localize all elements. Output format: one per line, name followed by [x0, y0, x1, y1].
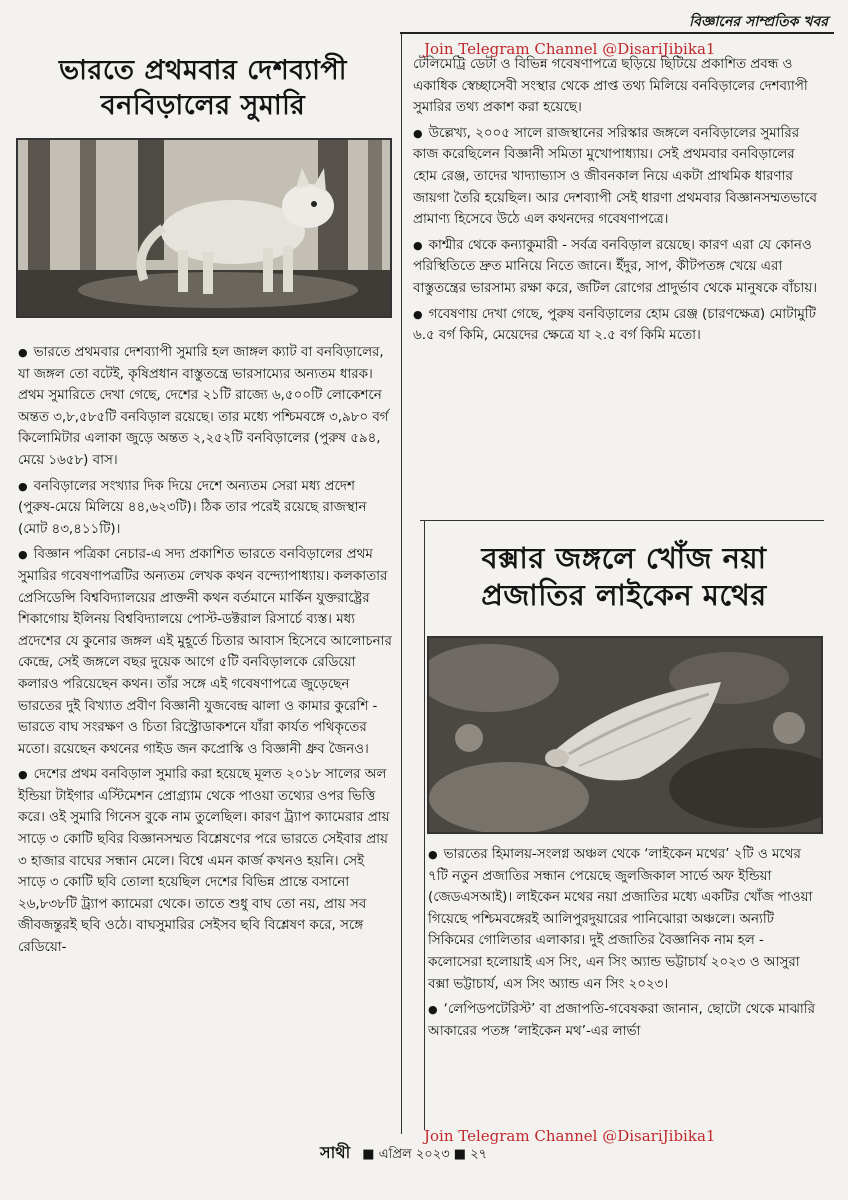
article2-title-line2: প্রজাতির লাইকেন মথের: [481, 578, 767, 613]
issue-info: ■ এপ্রিল ২০২৩ ■ ২৭: [362, 1147, 488, 1162]
article1-right-column: [413, 54, 818, 351]
paragraph-text: বনবিড়ালের সংখ্যার দিক দিয়ে দেশে অন্যতম সেরা মধ্য প্রদেশ (পুরুষ-মেয়ে মিলিয়ে ৪৪,৬২৩টি)। ঠিক তার পরেই রয়েছে রাজস্থান (মোট ৪৩,৪১১টি)।: [18, 478, 367, 537]
bullet-icon: ●: [413, 126, 423, 140]
article1-title-line1: ভারতে প্রথমবার দেশব্যাপী: [59, 55, 347, 86]
bullet-icon: ●: [413, 238, 423, 252]
watermark-top: Join Telegram Channel @DisariJibika1: [424, 40, 716, 58]
magazine-brand: সাথী: [320, 1143, 351, 1162]
article1-left-column: [18, 342, 392, 963]
header-rule: [400, 32, 834, 34]
article-divider: [420, 520, 824, 521]
section-label: বিজ্ঞানের সাম্প্রতিক খবর: [689, 14, 828, 30]
article1-paragraph: [413, 123, 818, 231]
column-divider: [401, 34, 402, 1134]
paragraph-text: ভারতের হিমালয়-সংলগ্ন অঞ্চল থেকে ‘লাইকেন মথের’ ২টি ও মথের ৭টি নতুন প্রজাতির সন্ধান পেয়েছে জুলজিকাল সার্ভে অফ ইন্ডিয়া (জেডএসআই)। লাইকেন মথের নয়া প্রজাতির মধ্যে একটির খোঁজ পাওয়া গিয়েছে পশ্চিমবঙ্গেরই আলিপুরদুয়ারের পানিঝোরা অঞ্চলে। অন্যটি সিকিমের গোলিতার এলাকার। দুই প্রজাতির বৈজ্ঞানিক নাম হল - কলোসেরা হলোয়াই এস সিং, এন সিং অ্যান্ড ভট্টাচার্য ২০২৩ ও আসুরা বক্সা ভট্টাচার্য, এস সিং অ্যান্ড এন সিং ২০২৩।: [428, 847, 813, 992]
paragraph-text: ভারতে প্রথমবার দেশব্যাপী সুমারি হল জাঙ্গল ক্যাট বা বনবিড়ালের, যা জঙ্গল তো বটেই, কৃষিপ্রধান বাস্তুতন্ত্রে ভারসাম্যের অন্যতম ধারক। প্রথম সুমারিতে দেখা গেছে, দেশের ২১টি রাজ্যে ৬,৫০০টি লোকেশনে অন্তত ৩,৮,৫৮৫টি বনবিড়াল রয়েছে। তার মধ্যে পশ্চিমবঙ্গে ৩,৯৮০ বর্গ কিলোমিটার এলাকা জুড়ে অন্তত ২,২৫২টি বনবিড়ালের (পুরুষ ৫৯৪, মেয়ে ১৬৫৮) বাস।: [18, 345, 389, 468]
article2-paragraph: [428, 999, 820, 1042]
paragraph-text: টেলিমেট্রি ডেটা ও বিভিন্ন গবেষণাপত্রে ছড়িয়ে ছিটিয়ে প্রকাশিত প্রবন্ধ ও একাধিক স্বেচ্ছাসেবী সংস্থার থেকে প্রাপ্ত তথ্য মিলিয়ে বনবিড়ালের দেশব্যাপী সুমারির তথ্য প্রকাশ করা হয়েছে।: [413, 57, 808, 116]
paragraph-text: উল্লেখ্য, ২০০৫ সালে রাজস্থানের সরিস্কার জঙ্গলে বনবিড়ালের সুমারির কাজ করেছিলেন বিজ্ঞানী সমিতা মুখোপাধ্যায়। সেই প্রথমবার বনবিড়ালের হোম রেঞ্জ, তাদের খাদ্যাভ্যাস ও জীবনকাল নিয়ে একটা প্রাথমিক ধারণার জায়গা তৈরি হয়েছিল। আর দেশব্যাপী সেই ধারণা প্রথমবার বিজ্ঞানসম্মতভাবে প্রামাণ্য হিসেবে উঠে এল কথনদের গবেষণাপত্রে।: [413, 125, 817, 228]
article2-title: [428, 540, 820, 614]
article1-paragraph: [413, 235, 818, 300]
paragraph-text: ‘লেপিডপটেরিস্ট’ বা প্রজাপতি-গবেষকরা জানান, ছোটো থেকে মাঝারি আকারের পতঙ্গ ‘লাইকেন মথ’-এর লার্ভা: [428, 1002, 815, 1039]
paragraph-text: গবেষণায় দেখা গেছে, পুরুষ বনবিড়ালের হোম রেঞ্জ (চারণক্ষেত্র) মোটামুটি ৬.৫ বর্গ কিমি, মেয়েদের ক্ষেত্রে যা ২.৫ বর্গ কিমি মতো।: [413, 306, 816, 344]
article2-title-line1: বক্সার জঙ্গলে খোঁজ নয়া: [481, 541, 767, 575]
jungle-cat-illustration: [18, 140, 390, 316]
paragraph-text: দেশের প্রথম বনবিড়াল সুমারি করা হয়েছে মূলত ২০১৮ সালের অল ইন্ডিয়া টাইগার এস্টিমেশন প্রোগ্র্যাম থেকে পাওয়া তথ্যের ওপর ভিত্তি করে। ওই সুমারি গিনেস বুকে নাম তুলেছিল। কারণ ট্র্যাপ ক্যামেরার প্রায় সাড়ে ৩ কোটি ছবির বিজ্ঞানসম্মত বিশ্লেষণের পরে ভারতে সেইবার প্রায় ৩ হাজার বাঘের সন্ধান মেলে। বিশ্বে এমন কার্জ কখনও হয়নি। সেই সাড়ে ৩ কোটি ছবি তোলা হয়েছিল দেশের বিভিন্ন প্রান্তে বসানো ২৬,৮৩৮টি ট্র্যাপ ক্যামেরা থেকে। তাতে শুধু বাঘ তো নয়, প্রায় সব জীবজন্তুরই ছবি ওঠে। বাঘসুমারির সেইসব ছবি বিশ্লেষণ করে, সঙ্গে রেডিয়ো-: [18, 767, 390, 956]
bullet-icon: ●: [18, 479, 28, 493]
article2-left-rule: [424, 520, 425, 1130]
bullet-icon: ●: [413, 307, 423, 321]
bullet-icon: ●: [18, 768, 28, 782]
article1-title: [18, 54, 388, 123]
watermark-bottom: Join Telegram Channel @DisariJibika1: [424, 1127, 716, 1145]
paragraph-text: বিজ্ঞান পত্রিকা নেচার-এ সদ্য প্রকাশিত ভারতে বনবিড়ালের প্রথম সুমারির গবেষণাপত্রটির অন্যতম লেখক কথন বন্দ্যোপাধ্যায়। কলকাতার প্রেসিডেন্সি বিশ্ববিদ্যালয়ের প্রাক্তনী কথন বর্তমানে মার্কিন যুক্তরাষ্ট্রের শিকাগোয় ইলিনয় বিশ্ববিদ্যালয়ে পোস্ট-ডক্টরাল রিসার্চে ব্যস্ত। মধ্য প্রদেশের যে কুনোর জঙ্গল এই মুহূর্তে চিতার আবাস হিসেবে আলোচনার কেন্দ্রে, সেই জঙ্গলে বছর দুয়েক আগে ৫টি বনবিড়ালকে রেডিয়ো কলারও পরিয়েছেন কথন। তাঁর সঙ্গে এই গবেষণাপত্রে জুড়েছেন ভারতের দুই বিখ্যাত প্রবীণ বিজ্ঞানী যুজবেন্দ্র ঝালা ও কামার কুরেশি - ভারতে বাঘ সংরক্ষণ ও চিতা রিস্ট্রোডাকশনে যাঁরা কার্যত পথিকৃতের মতো। রয়েছেন কথনের গাইড জন কপ্রোস্কি ও বিজ্ঞানী ধ্রুব জৈনও।: [18, 547, 392, 757]
bullet-icon: ●: [18, 548, 28, 562]
article1-paragraph: [18, 544, 392, 760]
lichen-moth-illustration: [429, 638, 821, 832]
article1-paragraph: [18, 764, 392, 958]
bullet-icon: ●: [428, 848, 438, 861]
article1-title-line2: বনবিড়ালের সুমারি: [100, 89, 306, 121]
paragraph-text: কাশ্মীর থেকে কন্যাকুমারী - সর্বত্র বনবিড়াল রয়েছে। কারণ এরা যে কোনও পরিস্থিতিতে দ্রুত মানিয়ে নিতে জানে। ইঁদুর, সাপ, কীটপতঙ্গ খেয়ে এরা বাস্তুতন্ত্রের ভারসাম্য রক্ষা করে, জটিল রোগের প্রাদুর্ভাব থেকে মানুষকে বাঁচায়।: [413, 237, 818, 296]
article1-paragraph: [413, 304, 818, 347]
article1-paragraph: [18, 342, 392, 472]
article1-paragraph: [18, 476, 392, 541]
article1-paragraph: [413, 54, 818, 119]
bullet-icon: ●: [18, 346, 28, 359]
article2-paragraph: [428, 844, 820, 995]
jungle-cat-photo: [16, 138, 392, 318]
lichen-moth-photo: [427, 636, 823, 834]
article2-column: [428, 844, 820, 1046]
bullet-icon: ●: [428, 1003, 438, 1017]
